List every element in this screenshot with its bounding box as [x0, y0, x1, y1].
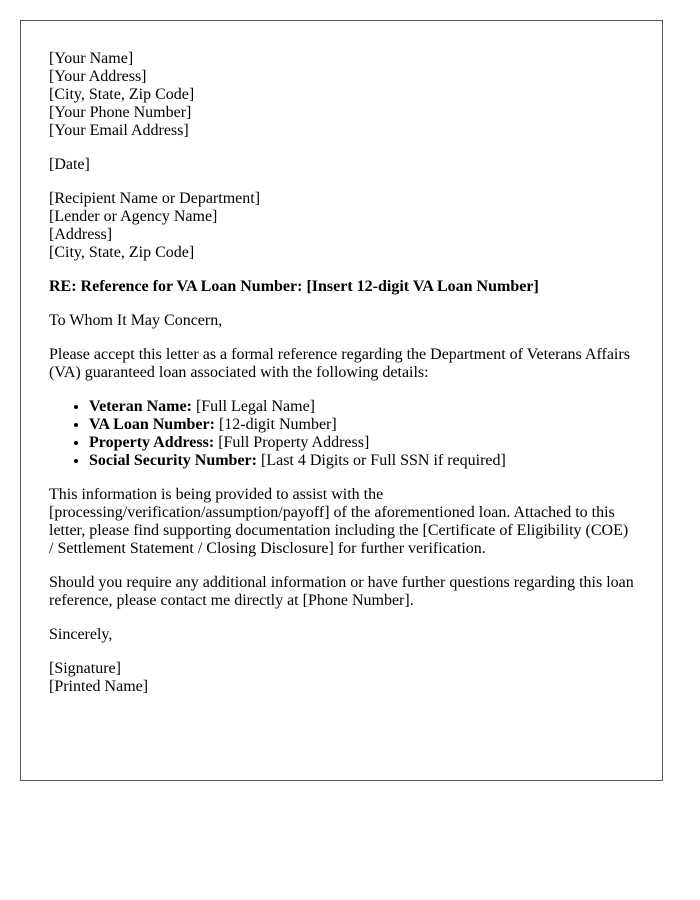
list-item [89, 452, 634, 470]
sender-email: [Your Email Address] [49, 122, 189, 139]
sender-phone: [Your Phone Number] [49, 104, 192, 121]
sender-city: [City, State, Zip Code] [49, 86, 195, 103]
sender-block [49, 50, 634, 140]
list-item [89, 416, 634, 434]
detail-value: [12-digit Number] [214, 416, 337, 433]
recipient-lender: [Lender or Agency Name] [49, 208, 218, 225]
recipient-city: [City, State, Zip Code] [49, 244, 195, 261]
signature-block [49, 660, 634, 696]
detail-label: VA Loan Number: [89, 416, 215, 433]
detail-value: [Full Property Address] [214, 434, 370, 451]
recipient-address: [Address] [49, 226, 113, 243]
body-paragraph-2: Should you require any additional information or have further questions regarding this loan reference, please contact me directly at [Phone Number]. [49, 574, 634, 609]
detail-label: Veteran Name: [89, 398, 192, 415]
recipient-name: [Recipient Name or Department] [49, 190, 261, 207]
intro-paragraph: Please accept this letter as a formal reference regarding the Department of Veterans Affairs (VA) guaranteed loan associated with the following details: [49, 346, 630, 381]
subject-line [49, 278, 634, 296]
closing: Sincerely, [49, 626, 113, 643]
date: [Date] [49, 156, 90, 173]
list-item [89, 434, 634, 452]
detail-label: Property Address: [89, 434, 215, 451]
recipient-block [49, 190, 634, 262]
detail-value: [Full Legal Name] [191, 398, 316, 415]
salutation: To Whom It May Concern, [49, 312, 223, 329]
body-paragraph-1: This information is being provided to assist with the [processing/verification/assumption/payoff] of the aforementioned loan. Attached to this letter, please find supporting documentation including the [Certificate of Eligibility (COE) / Settlement Statement / Closing Disclosure] for further verification. [49, 486, 629, 557]
subject-text: RE: Reference for VA Loan Number: [Insert 12-digit VA Loan Number] [49, 278, 539, 295]
sender-name: [Your Name] [49, 50, 134, 67]
sender-address: [Your Address] [49, 68, 147, 85]
list-item [89, 398, 634, 416]
detail-value: [Last 4 Digits or Full SSN if required] [256, 452, 506, 469]
details-list [49, 398, 634, 470]
detail-label: Social Security Number: [89, 452, 257, 469]
signature: [Signature] [49, 660, 121, 677]
printed-name: [Printed Name] [49, 678, 149, 695]
letter-document [20, 20, 663, 781]
